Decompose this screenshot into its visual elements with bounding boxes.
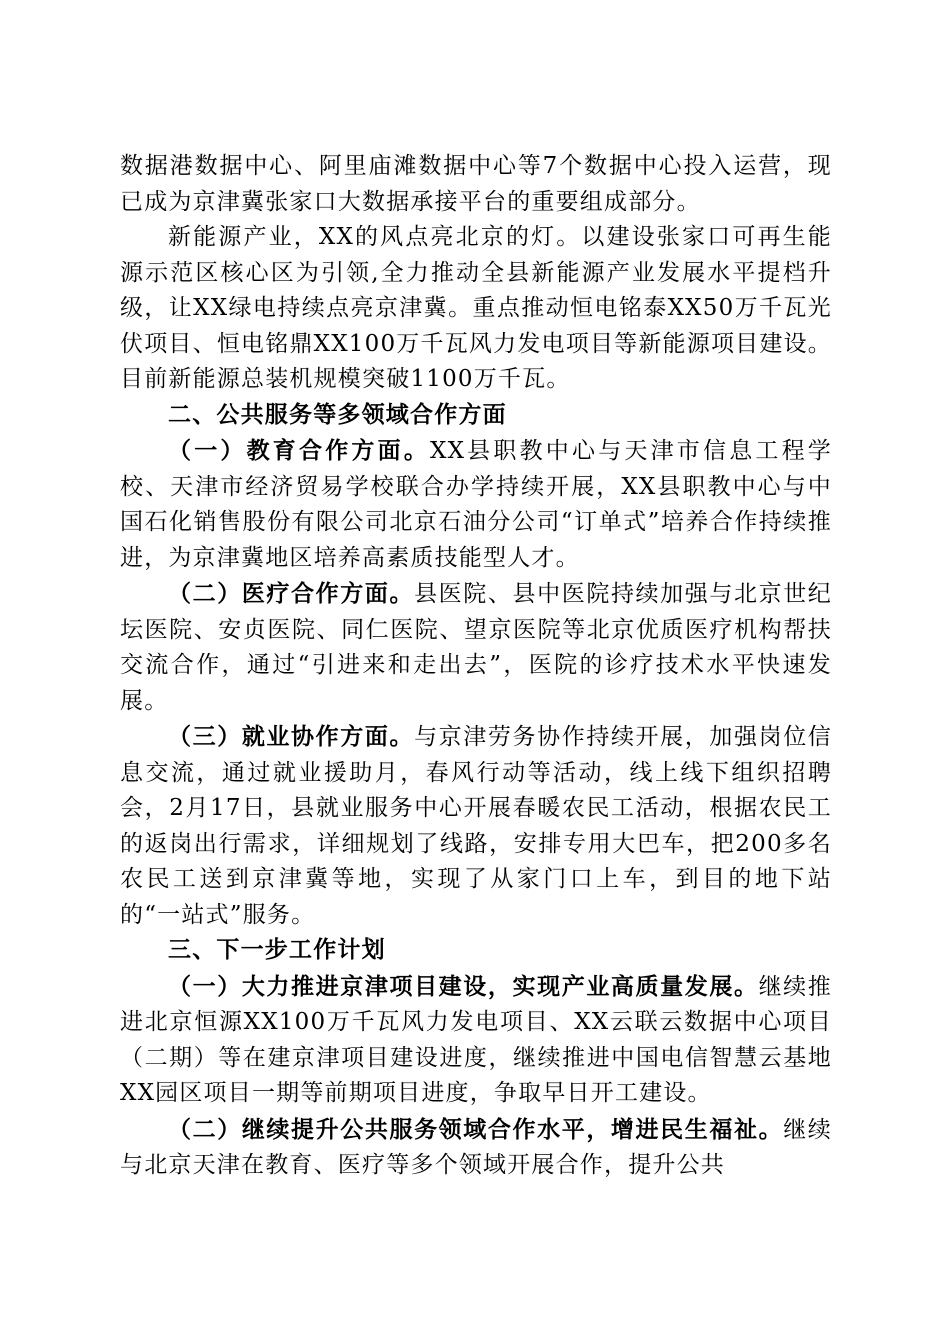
subsection-public-services-title: （二）继续提升公共服务领域合作水平，增进民生福祉。 [168, 1115, 784, 1143]
document-body [120, 149, 832, 1184]
subsection-projects-text: 继续推进北京恒源XX100万千瓦风力发电项目、XX云联云数据中心项目（二期）等在建京津项目建设进度，继续推进中国电信智慧云基地XX园区项目一期等前期项目进度，争取早日开工建设。 [120, 973, 832, 1106]
subsection-employment-text: 与京津劳务协作持续开展，加强岗位信息交流，通过就业援助月，春风行动等活动，线上线下组织招聘会，2月17日，县就业服务中心开展春暖农民工活动，根据农民工的返岗出行需求，详细规划了线路，安排专用大巴车，把200多名农民工送到京津冀等地，实现了从家门口上车，到目的地下站的“一站式”服务。 [120, 724, 832, 928]
paragraph-data-centers: 数据港数据中心、阿里庙滩数据中心等7个数据中心投入运营，现已成为京津冀张家口大数据承接平台的重要组成部分。 [120, 153, 832, 215]
subsection-public-services [120, 1112, 832, 1184]
subsection-projects-title: （一）大力推进京津项目建设，实现产业高质量发展。 [168, 972, 759, 1000]
subsection-employment-title: （三）就业协作方面。 [168, 723, 415, 750]
paragraph-new-energy: 新能源产业，XX的风点亮北京的灯。以建设张家口可再生能源示范区核心区为引领,全力推动全县新能源产业发展水平提档升级，让XX绿电持续点亮京津冀。重点推动恒电铭泰XX50万千瓦光伏项目、恒电铭鼎XX100万千瓦风力发电项目等新能源项目建设。目前新能源总装机规模突破1100万千瓦。 [120, 224, 832, 392]
subsection-education-title: （一）教育合作方面。 [168, 437, 431, 464]
subsection-education-text: XX县职教中心与天津市信息工程学校、天津市经济贸易学校联合办学持续开展，XX县职教中心与中国石化销售股份有限公司北京石油分公司“订单式”培养合作持续推进，为京津冀地区培养高素质技能型人才。 [120, 438, 833, 571]
subsection-employment [120, 719, 832, 933]
subsection-education [120, 433, 832, 576]
section-heading-public-services: 二、公共服务等多领域合作方面 [168, 401, 507, 428]
subsection-public-services-text: 继续与北京天津在教育、医疗等多个领域开展合作，提升公共 [120, 1116, 832, 1178]
subsection-medical-text: 县医院、县中医院持续加强与北京世纪坛医院、安贞医院、同仁医院、望京医院等北京优质医疗机构帮扶交流合作，通过“引进来和走出去”，医院的诊疗技术水平快速发展。 [120, 581, 832, 714]
subsection-medical [120, 576, 832, 719]
subsection-projects [120, 969, 832, 1112]
section-heading-next-steps: 三、下一步工作计划 [168, 937, 386, 963]
subsection-medical-title: （二）医疗合作方面。 [168, 580, 415, 607]
